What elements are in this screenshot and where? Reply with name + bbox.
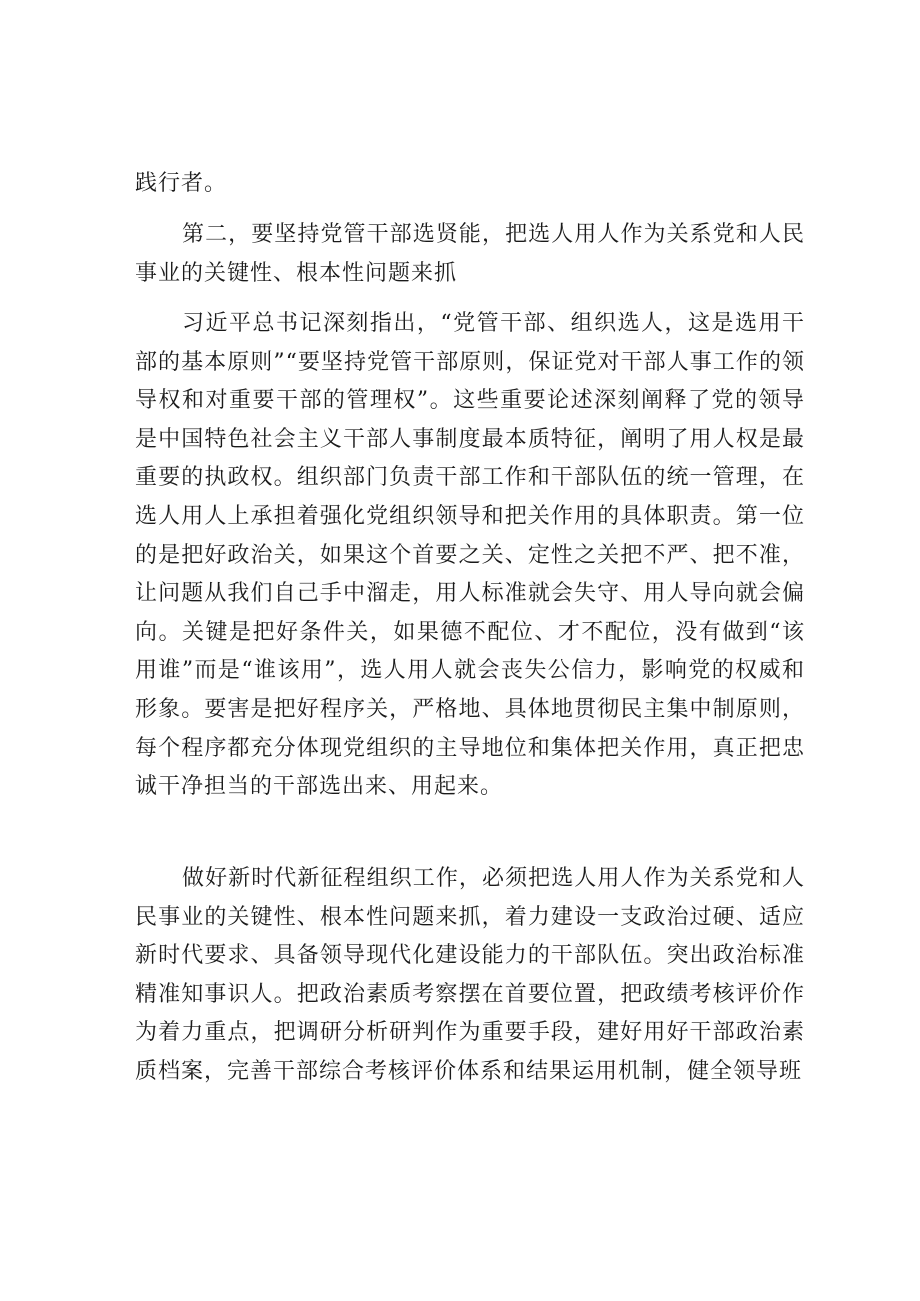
body-paragraph: 习近平总书记深刻指出，“党管干部、组织选人，这是选用干部的基本原则”“要坚持党管干部原则，保证党对干部人事工作的领导权和对重要干部的管理权”。这些重要论述深刻阐释了党的领导是中国特色社会主义干部人事制度最本质特征，阐明了用人权是最重要的执政权。组织部门负责干部工作和干部队伍的统一管理，在选人用人上承担着强化党组织领导和把关作用的具体职责。第一位的是把好政治关，如果这个首要之关、定性之关把不严、把不准，让问题从我们自己手中溜走，用人标准就会失守、用人导向就会偏向。关键是把好条件关，如果德不配位、才不配位，没有做到“该用谁”而是“谁该用”，选人用人就会丧失公信力，影响党的权威和形象。要害是把好程序关，严格地、具体地贯彻民主集中制原则，每个程序都充分体现党组织的主导地位和集体把关作用，真正把忠诚干净担当的干部选出来、用起来。 [135,311,805,800]
section-heading: 第二，要坚持党管干部选贤能，把选人用人作为关系党和人民事业的关键性、根本性问题来抓 [135,222,805,286]
paragraph-continuation: 践行者。 [135,171,228,196]
body-paragraph: 做好新时代新征程组织工作，必须把选人用人作为关系党和人民事业的关键性、根本性问题来抓，着力建设一支政治过硬、适应新时代要求、具备领导现代化建设能力的干部队伍。突出政治标准精准知事识人。把政治素质考察摆在首要位置，把政绩考核评价作为着力重点，把调研分析研判作为重要手段，建好用好干部政治素质档案，完善干部综合考核评价体系和结果运用机制，健全领导班 [135,866,805,1084]
